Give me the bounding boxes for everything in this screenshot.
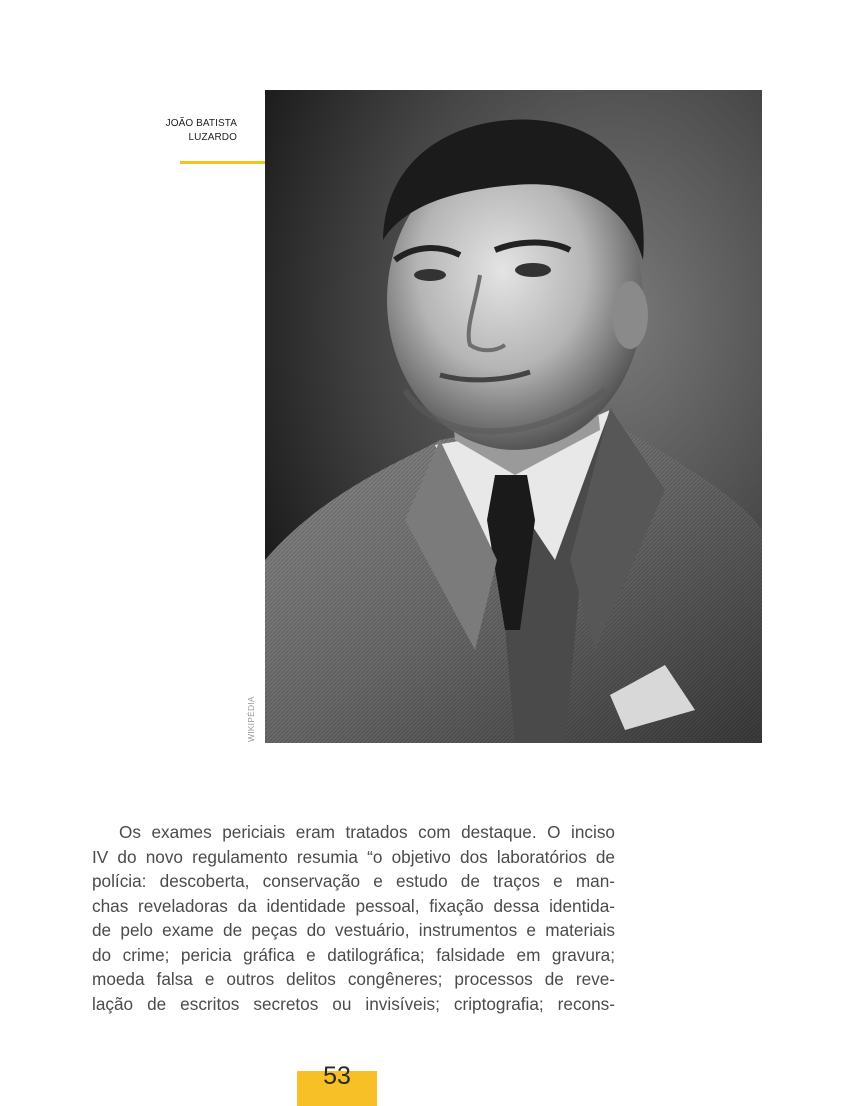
photo-credit: WIKIPÉDIA	[246, 696, 256, 742]
body-line-1: Os exames periciais eram tratados com destaque. O inciso	[119, 822, 615, 842]
body-line-5: de pelo exame de peças do vestuário, instrumentos e materiais	[92, 920, 615, 940]
caption-line-2: LUZARDO	[188, 132, 237, 143]
portrait-photo	[265, 90, 762, 743]
body-line-7: moeda falsa e outros delitos congêneres; processos de reve-	[92, 969, 615, 989]
body-paragraph	[92, 820, 615, 1016]
photo-caption	[166, 117, 237, 145]
body-line-3: polícia: descoberta, conservação e estudo de traços e man-	[92, 871, 615, 891]
portrait-illustration	[265, 90, 762, 743]
body-line-4: chas reveladoras da identidade pessoal, fixação dessa identida-	[92, 895, 615, 916]
body-line-6: do crime; pericia gráfica e datilográfica; falsidade em gravura;	[92, 944, 615, 965]
body-line-8: lação de escritos secretos ou invisíveis; criptografia; recons-	[92, 993, 615, 1014]
body-line-2: IV do novo regulamento resumia “o objetivo dos laboratórios de	[92, 846, 615, 867]
caption-line-1: JOÃO BATISTA	[165, 118, 237, 129]
page-number: 53	[323, 1062, 351, 1090]
